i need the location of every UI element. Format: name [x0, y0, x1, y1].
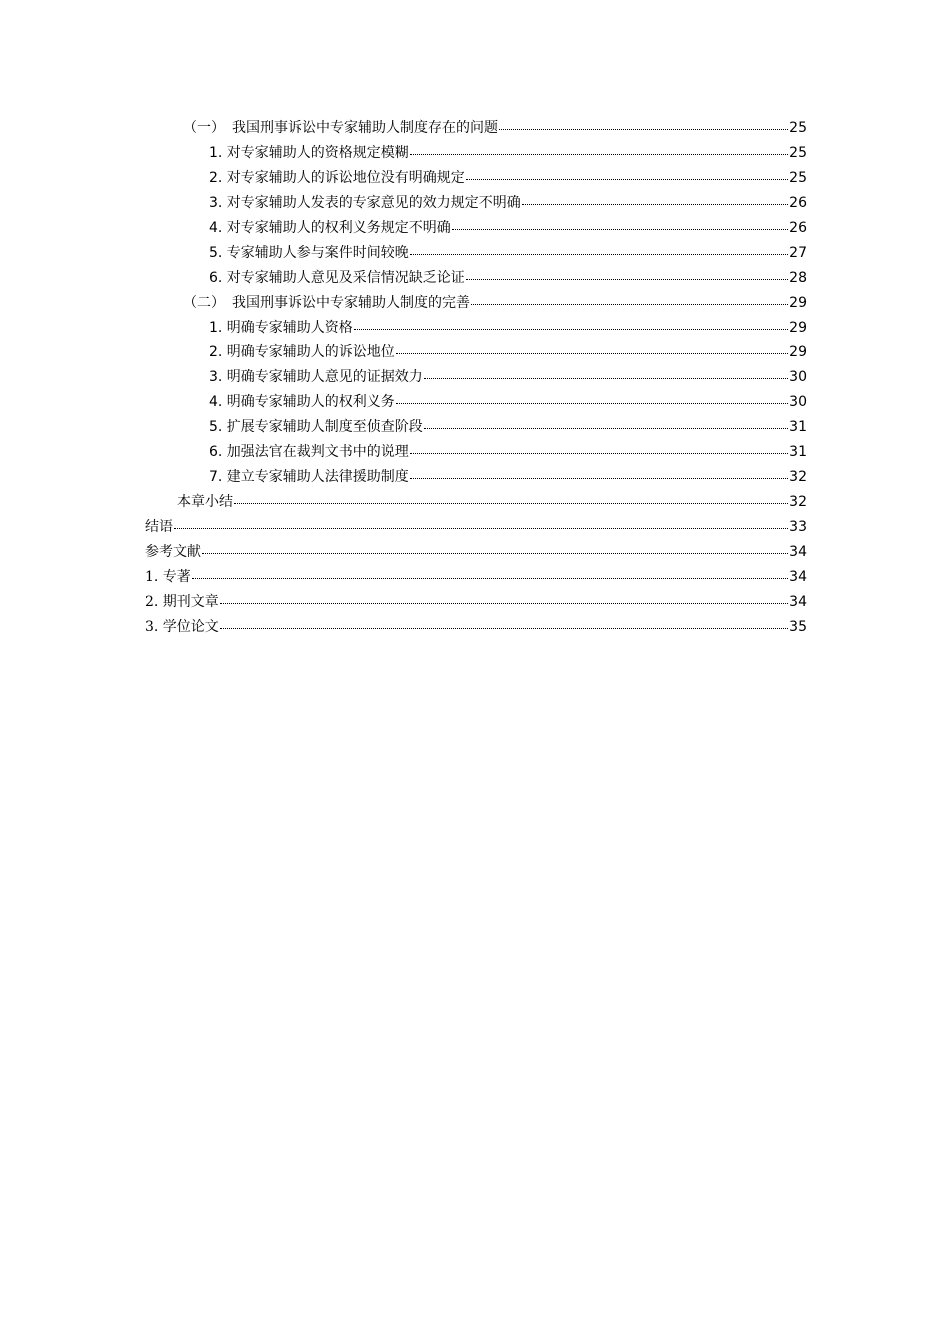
toc-entry-page: 35 — [789, 618, 807, 635]
toc-leader-dots — [410, 478, 788, 479]
toc-entry-title: （一） 我国刑事诉讼中专家辅助人制度存在的问题 — [183, 120, 498, 136]
toc-entry[interactable] — [145, 216, 807, 241]
toc-entry-title: 5. 扩展专家辅助人制度至侦查阶段 — [209, 419, 423, 436]
toc-entry[interactable] — [145, 540, 807, 565]
toc-entry-page: 26 — [789, 194, 807, 211]
toc-leader-dots — [202, 553, 788, 554]
toc-entry-title: 1. 专著 — [145, 568, 191, 585]
toc-leader-dots — [499, 129, 788, 130]
toc-entry[interactable] — [145, 116, 807, 141]
toc-entry[interactable] — [145, 590, 807, 615]
toc-leader-dots — [466, 279, 788, 280]
toc-entry[interactable] — [145, 340, 807, 365]
toc-leader-dots — [410, 154, 788, 155]
toc-entry-title: 3. 学位论文 — [145, 618, 219, 635]
toc-entry[interactable] — [145, 615, 807, 640]
toc-entry-title: 1. 明确专家辅助人资格 — [209, 319, 353, 336]
table-of-contents — [145, 116, 807, 640]
toc-entry-page: 26 — [789, 219, 807, 236]
toc-leader-dots — [220, 603, 788, 604]
toc-entry[interactable] — [145, 365, 807, 390]
toc-leader-dots — [424, 428, 788, 429]
toc-entry-page: 27 — [789, 244, 807, 261]
toc-entry[interactable] — [145, 390, 807, 415]
toc-entry-page: 33 — [789, 519, 807, 535]
toc-entry-title: （二） 我国刑事诉讼中专家辅助人制度的完善 — [183, 294, 470, 311]
toc-entry[interactable] — [145, 316, 807, 341]
toc-entry-page: 34 — [789, 593, 807, 610]
toc-entry-page: 32 — [789, 469, 807, 486]
toc-entry[interactable] — [145, 440, 807, 465]
toc-entry-page: 29 — [789, 344, 807, 361]
toc-entry-page: 31 — [789, 444, 807, 461]
toc-leader-dots — [396, 353, 788, 354]
toc-entry-page: 31 — [789, 419, 807, 436]
toc-entry-page: 25 — [789, 120, 807, 136]
toc-entry-page: 32 — [789, 494, 807, 511]
toc-entry[interactable] — [145, 166, 807, 191]
toc-entry-page: 34 — [789, 568, 807, 585]
toc-leader-dots — [174, 528, 788, 529]
toc-leader-dots — [452, 229, 788, 230]
toc-entry[interactable] — [145, 241, 807, 266]
toc-entry-page: 28 — [789, 269, 807, 286]
toc-entry-title: 4. 明确专家辅助人的权利义务 — [209, 394, 395, 411]
toc-leader-dots — [410, 453, 788, 454]
toc-entry[interactable] — [145, 415, 807, 440]
toc-entry-title: 6. 加强法官在裁判文书中的说理 — [209, 444, 409, 461]
toc-entry-page: 25 — [789, 144, 807, 161]
toc-entry[interactable] — [145, 291, 807, 316]
toc-entry-title: 2. 对专家辅助人的诉讼地位没有明确规定 — [209, 169, 465, 186]
toc-entry-title: 3. 对专家辅助人发表的专家意见的效力规定不明确 — [209, 194, 521, 211]
toc-entry[interactable] — [145, 266, 807, 291]
toc-entry-page: 29 — [789, 319, 807, 336]
toc-entry-title: 本章小结 — [177, 494, 233, 511]
toc-entry-title: 4. 对专家辅助人的权利义务规定不明确 — [209, 219, 451, 236]
toc-leader-dots — [522, 204, 788, 205]
toc-leader-dots — [424, 378, 788, 379]
toc-entry-title: 6. 对专家辅助人意见及采信情况缺乏论证 — [209, 269, 465, 286]
toc-leader-dots — [234, 503, 788, 504]
toc-entry[interactable] — [145, 141, 807, 166]
toc-entry-title: 参考文献 — [145, 543, 201, 560]
toc-entry[interactable] — [145, 515, 807, 540]
toc-entry[interactable] — [145, 565, 807, 590]
toc-leader-dots — [410, 254, 788, 255]
toc-leader-dots — [396, 403, 788, 404]
toc-entry-title: 结语 — [145, 519, 173, 535]
toc-entry[interactable] — [145, 465, 807, 490]
toc-entry-title: 7. 建立专家辅助人法律援助制度 — [209, 469, 409, 486]
toc-entry-page: 30 — [789, 369, 807, 386]
toc-entry-title: 2. 期刊文章 — [145, 593, 219, 610]
toc-entry-title: 1. 对专家辅助人的资格规定模糊 — [209, 144, 409, 161]
toc-leader-dots — [471, 304, 788, 305]
toc-entry[interactable] — [145, 490, 807, 515]
toc-entry-title: 3. 明确专家辅助人意见的证据效力 — [209, 369, 423, 386]
toc-entry-title: 5. 专家辅助人参与案件时间较晚 — [209, 244, 409, 261]
toc-entry-page: 25 — [789, 169, 807, 186]
toc-entry-title: 2. 明确专家辅助人的诉讼地位 — [209, 344, 395, 361]
toc-leader-dots — [192, 578, 788, 579]
toc-leader-dots — [466, 179, 788, 180]
toc-entry-page: 30 — [789, 394, 807, 411]
toc-leader-dots — [354, 329, 788, 330]
toc-entry-page: 29 — [789, 294, 807, 311]
toc-entry-page: 34 — [789, 543, 807, 560]
toc-leader-dots — [220, 628, 788, 629]
toc-entry[interactable] — [145, 191, 807, 216]
